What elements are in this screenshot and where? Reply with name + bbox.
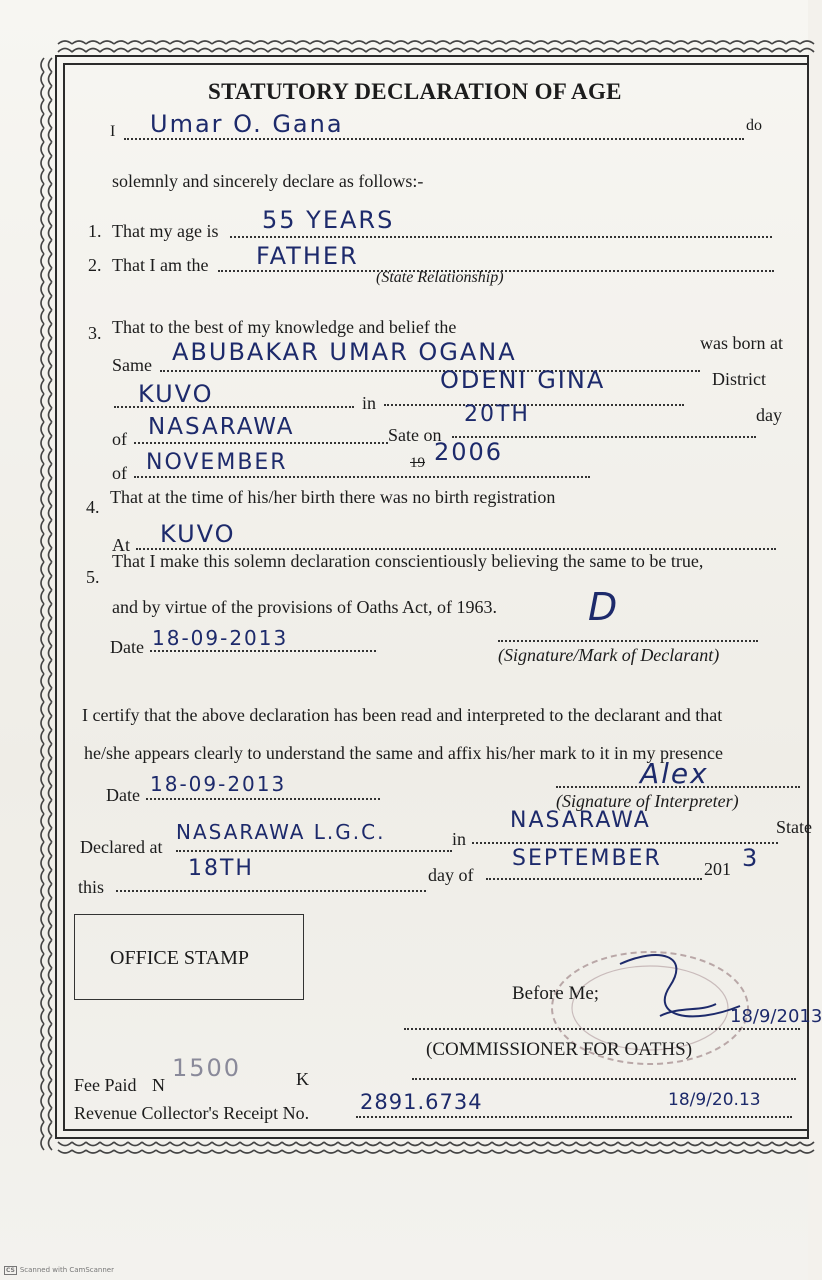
item5-line2: and by virtue of the provisions of Oaths Act, of 1963.	[112, 597, 497, 617]
item1-label: That my age is	[112, 221, 219, 241]
fee-dots	[412, 1078, 796, 1080]
certify-date-dots	[146, 798, 380, 800]
day-of-label: day of	[428, 865, 474, 885]
line-i-suffix: do	[746, 117, 762, 134]
before-me-label: Before Me;	[512, 983, 600, 1004]
item3-same-dots	[160, 370, 700, 372]
birth-year: 2006	[434, 438, 504, 466]
lga-dots	[384, 404, 684, 406]
certify-line2: he/she appears clearly to understand the same and affix his/her mark to it in my presence	[84, 743, 723, 763]
item4-dots	[136, 548, 776, 550]
declared-year-value: 3	[742, 844, 760, 872]
relationship-value: FATHER	[256, 242, 359, 270]
fee-paid-label: Fee Paid	[74, 1075, 137, 1095]
signature-dots	[498, 640, 758, 642]
declared-at-label: Declared at	[80, 837, 163, 857]
item3-number: 3.	[88, 323, 102, 343]
interpreter-caption: (Signature of Interpreter)	[556, 791, 739, 811]
declaration-date: 18-09-2013	[152, 626, 289, 650]
certify-date-label: Date	[106, 785, 140, 805]
document-title: STATUTORY DECLARATION OF AGE	[208, 79, 622, 104]
declarant-name: Umar O. Gana	[150, 110, 344, 138]
receipt-label: Revenue Collector's Receipt No.	[74, 1103, 310, 1123]
born-at-label: was born at	[700, 333, 783, 353]
day-label: day	[756, 405, 782, 425]
of-label: of	[112, 429, 127, 449]
commissioner-caption: (COMMISSIONER FOR OATHS)	[426, 1039, 693, 1060]
declared-state: NASARAWA	[510, 808, 651, 833]
certify-date: 18-09-2013	[150, 772, 287, 796]
declared-day: 18TH	[188, 856, 254, 881]
of-label-2: of	[112, 463, 127, 483]
declared-year-label: 201	[704, 859, 731, 879]
child-name: ABUBAKAR UMAR OGANA	[172, 338, 517, 366]
declared-state-label: State	[776, 817, 812, 837]
declared-place: NASARAWA L.G.C.	[176, 820, 386, 844]
same-label: Same	[112, 355, 152, 375]
item1-dots	[230, 236, 772, 238]
certify-line1: I certify that the above declaration has been read and interpreted to the declarant and that	[82, 705, 723, 725]
declared-month-dots	[486, 878, 702, 880]
solemnly-text: solemnly and sincerely declare as follows:-	[112, 171, 424, 191]
receipt-dots	[356, 1116, 792, 1118]
birth-month: NOVEMBER	[146, 450, 288, 475]
declared-place-dots	[176, 850, 452, 852]
commissioner-dots	[404, 1028, 800, 1030]
item2-number: 2.	[88, 255, 102, 275]
this-label: this	[78, 877, 105, 897]
item4-number: 4.	[86, 497, 100, 517]
fee-amount: 1500	[172, 1054, 242, 1082]
fee-currency: N	[152, 1075, 165, 1095]
interpreter-signature-mark: Alex	[640, 757, 709, 790]
line-i-prefix: I	[110, 123, 116, 140]
item5-date-label: Date	[110, 637, 144, 657]
age-value: 55 YEARS	[262, 206, 395, 234]
at-label: At	[112, 535, 130, 555]
declarant-signature-mark: D	[588, 585, 620, 629]
registration-place: KUVO	[160, 520, 236, 548]
receipt-number: 2891.6734	[360, 1090, 483, 1114]
declarant-signature-caption: (Signature/Mark of Declarant)	[498, 645, 720, 665]
fee-kobo-label: K	[296, 1069, 309, 1089]
this-dots	[116, 890, 426, 892]
state-dots	[134, 442, 388, 444]
declared-state-dots	[472, 842, 778, 844]
lga-value: ODENI GINA	[440, 366, 606, 394]
item5-number: 5.	[86, 567, 100, 587]
scanner-text: Scanned with CamScanner	[19, 1266, 114, 1274]
commissioner-date: 18/9/2013	[730, 1006, 822, 1027]
in-label: in	[362, 393, 377, 413]
receipt-date: 18/9/20.13	[668, 1090, 761, 1110]
item4-label: That at the time of his/her birth there was no birth registration	[110, 487, 556, 507]
scanner-watermark	[4, 1266, 114, 1274]
declared-in-label: in	[452, 829, 467, 849]
item2-label: That I am the	[112, 255, 209, 275]
relationship-hint: (State Relationship)	[376, 269, 504, 286]
birth-day: 20TH	[464, 402, 530, 427]
item5-date-dots	[150, 650, 376, 652]
item3-label: That to the best of my knowledge and belief the	[112, 317, 457, 337]
item5-line1: That I make this solemn declaration conscientiously believing the same to be true,	[112, 551, 704, 571]
district-label: District	[712, 369, 766, 389]
office-stamp-label: OFFICE STAMP	[110, 947, 249, 969]
item1-number: 1.	[88, 221, 102, 241]
state-on-label: Sate on	[388, 425, 442, 445]
month-dots	[134, 476, 590, 478]
declared-month: SEPTEMBER	[512, 846, 662, 871]
state-value: NASARAWA	[148, 414, 295, 440]
year-prefix: 19	[410, 455, 425, 471]
scanner-logo: CS	[6, 1267, 15, 1274]
line-i-dots	[124, 138, 744, 140]
interpreter-dots	[556, 786, 800, 788]
birth-place: KUVO	[138, 380, 214, 408]
